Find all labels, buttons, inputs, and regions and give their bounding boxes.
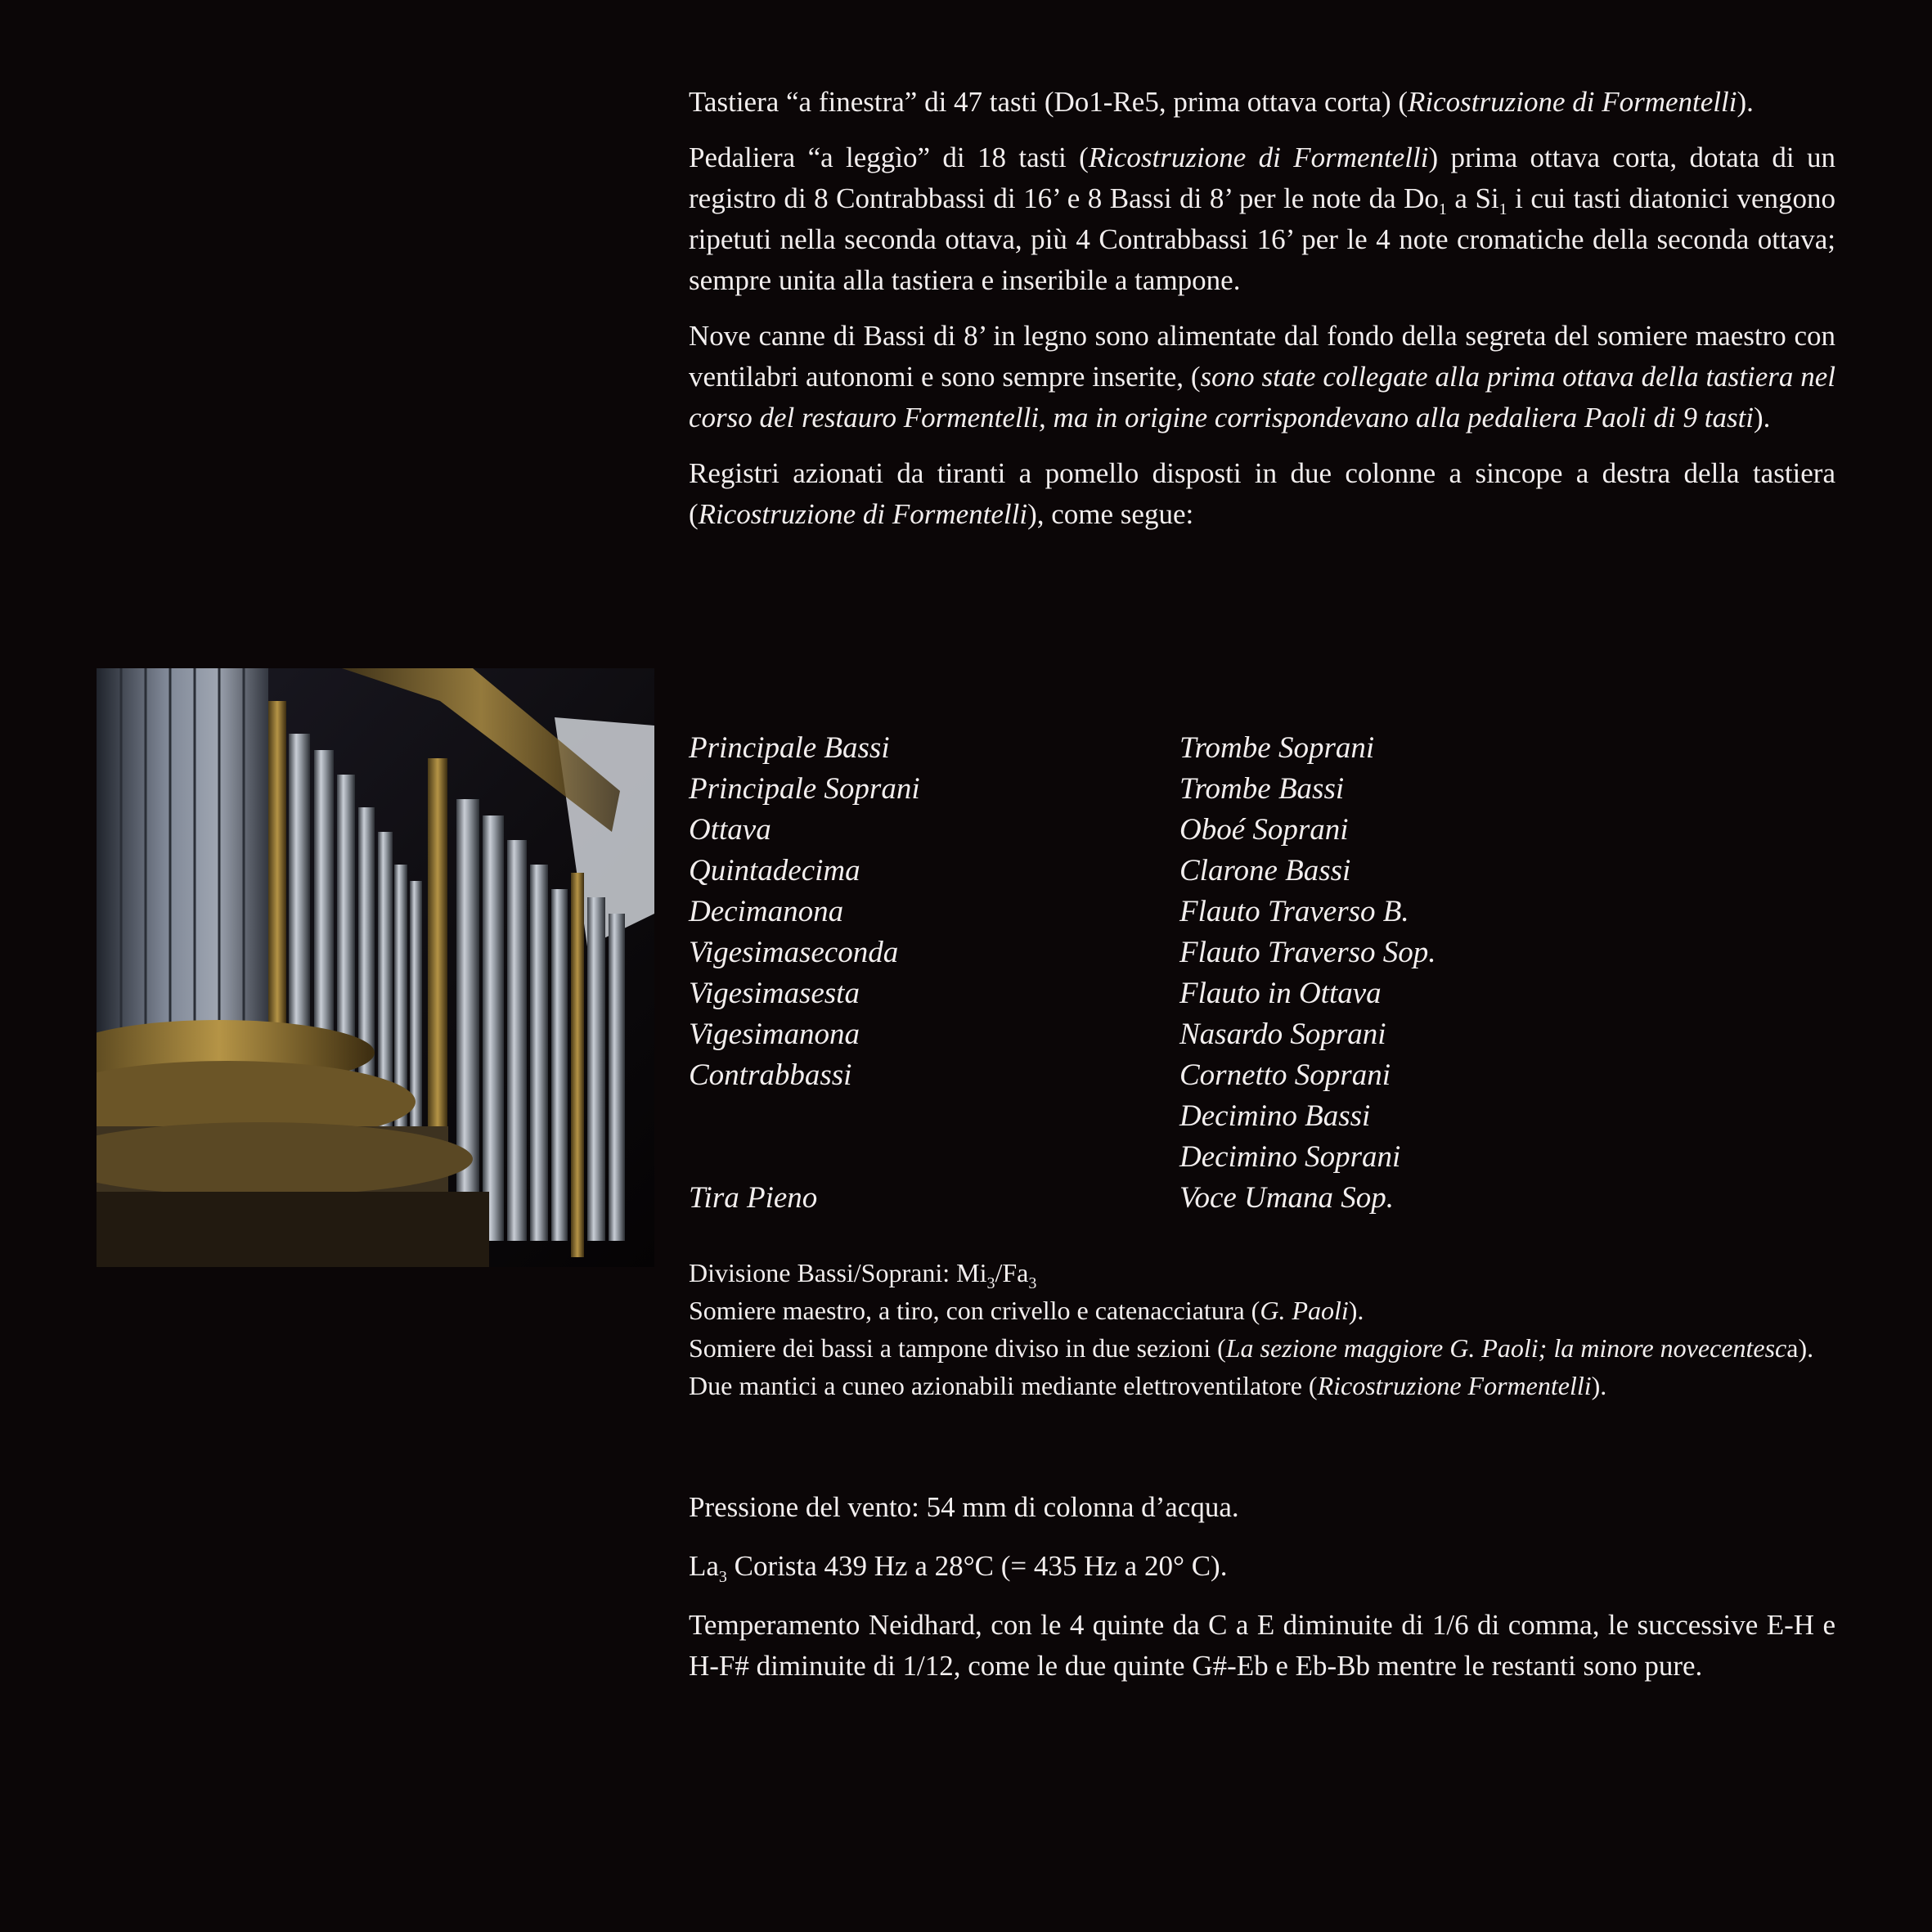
division-note: Divisione Bassi/Soprani: $Mi_3/Fa_3$ (689, 1258, 1037, 1292)
stop-item: Principale Bassi (689, 731, 890, 765)
stop-item: Tira Pieno (689, 1181, 818, 1215)
stop-item (689, 1096, 920, 1137)
stop-item: Decimanona (689, 895, 844, 928)
stop-item: Principale Soprani (689, 772, 920, 806)
stop-item: Trombe Soprani (1179, 731, 1375, 765)
stop-item: Vigesimasesta (689, 977, 860, 1010)
organ-pipes-illustration (97, 668, 654, 1267)
stop-item: Flauto Traverso Sop. (1179, 936, 1436, 969)
stop-item: Trombe Bassi (1179, 772, 1345, 806)
wind-pressure: Pressione del vento: 54 mm di colonna d’acqua. (689, 1491, 1239, 1523)
stop-item (689, 1137, 920, 1178)
keyboard-paragraph: Tastiera “a finestra” di 47 tasti (Do1-Re5, prima ottava corta) (Ricostruzione di Formentelli). (689, 86, 1754, 118)
stops-column-right (1179, 728, 1436, 1219)
stop-item: Cornetto Soprani (1179, 1058, 1391, 1092)
stops-column-left (689, 728, 920, 1219)
stop-item: Vigesimaseconda (689, 936, 899, 969)
organ-pipes-photo (97, 668, 654, 1267)
stop-item: Quintadecima (689, 854, 860, 887)
stops-intro-paragraph: Registri azionati da tiranti a pomello disposti in due colonne a sincope a destra della tastiera (Ricostruzione di Formentelli), come segue: (689, 457, 1835, 530)
pipes-paragraph: Nove canne di Bassi di 8’ in legno sono alimentate dal fondo della segreta del somiere maestro con ventilabri autonomi e sono sempre inserite, (sono state collegate alla prima ottava della tastiera nel corso del restauro Formentelli, ma in origine corrispondevano alla pedaliera Paoli di 9 tasti). (689, 320, 1835, 434)
stop-item: Decimino Soprani (1179, 1140, 1401, 1174)
stop-item: Ottava (689, 813, 771, 847)
stop-item: Oboé Soprani (1179, 813, 1349, 847)
pitch-note: $La_3$ Corista 439 Hz a 28°C (= 435 Hz a 20° C). (689, 1550, 1228, 1586)
stop-item: Nasardo Soprani (1179, 1018, 1386, 1051)
stop-item: Vigesimanona (689, 1018, 860, 1051)
bellows-note: Due mantici a cuneo azionabili mediante elettroventilatore (Ricostruzione Formentelli). (689, 1371, 1607, 1400)
stop-item: Voce Umana Sop. (1179, 1181, 1395, 1215)
description-text (689, 82, 1835, 550)
stop-item: Clarone Bassi (1179, 854, 1351, 887)
stop-item: Decimino Bassi (1179, 1099, 1371, 1133)
main-chest-note: Somiere maestro, a tiro, con crivello e catenacciatura (G. Paoli). (689, 1296, 1364, 1325)
bass-chest-note: Somiere dei bassi a tampone diviso in due sezioni (La sezione maggiore G. Paoli; la minore novecentesca). (689, 1333, 1814, 1363)
technical-notes (689, 1254, 1835, 1404)
stop-item: Flauto Traverso B. (1179, 895, 1409, 928)
pedalboard-paragraph: Pedaliera “a leggìo” di 18 tasti (Ricostruzione di Formentelli) prima ottava corta, dotata di un registro di 8 Contrabbassi di 16’ e 8 Bassi di 8’ per le note da $Do_1$ a $Si_1$ i cui tasti diatonici vengono ripetuti nella seconda ottava, più 4 Contrabbassi 16’ per le 4 note cromatiche della seconda ottava; sempre unita alla tastiera e inseribile a tampone. (689, 142, 1835, 296)
stop-item: Contrabbassi (689, 1058, 852, 1092)
tuning-info (689, 1487, 1835, 1705)
stop-item: Flauto in Ottava (1179, 977, 1382, 1010)
temperament-paragraph: Temperamento Neidhard, con le 4 quinte da C a E diminuite di 1/6 di comma, le successive E-H e H-F# diminuite di 1/12, come le due quinte G#-Eb e Eb-Bb mentre le restanti sono pure. (689, 1609, 1835, 1682)
